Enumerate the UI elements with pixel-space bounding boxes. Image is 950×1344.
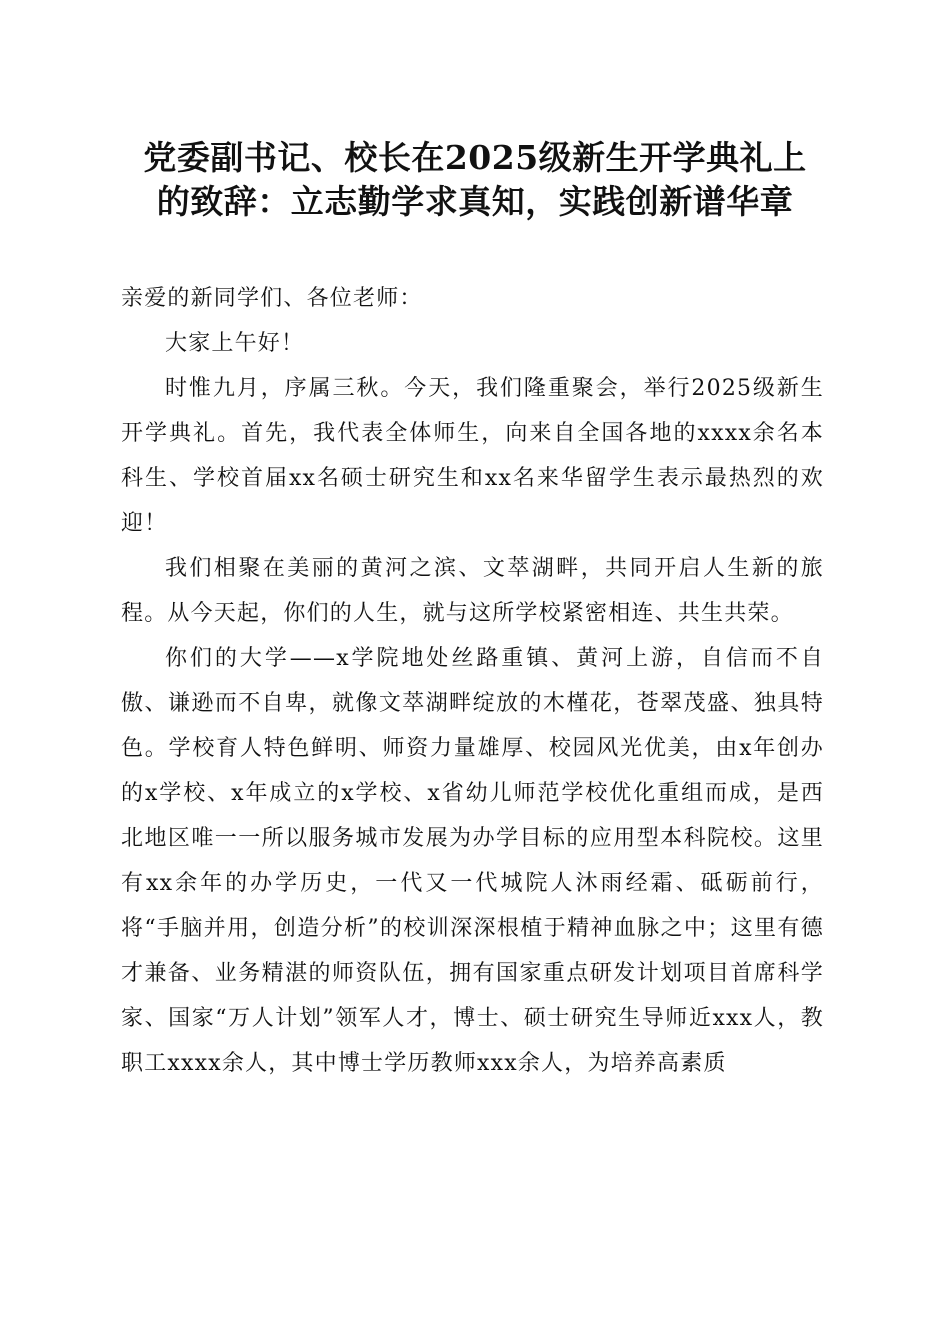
paragraph-welcome: 时惟九月，序属三秋。今天，我们隆重聚会，举行2025级新生开学典礼。首先，我代表全体师生，向来自全国各地的xxxx余名本科生、学校首届xx名硕士研究生和xx名来华留学生表示最热烈的欢迎！ bbox=[121, 376, 824, 536]
salutation: 亲爱的新同学们、各位老师： bbox=[121, 286, 423, 311]
document-title bbox=[110, 136, 840, 224]
title-line-1: 党委副书记、校长在2025级新生开学典礼上 bbox=[143, 138, 807, 177]
paragraph-journey: 我们相聚在美丽的黄河之滨、文萃湖畔，共同开启人生新的旅程。从今天起，你们的人生，就与这所学校紧密相连、共生共荣。 bbox=[121, 556, 824, 626]
paragraph-university: 你们的大学——x学院地处丝路重镇、黄河上游，自信而不自傲、谦逊而不自卑，就像文萃湖畔绽放的木槿花，苍翠茂盛、独具特色。学校育人特色鲜明、师资力量雄厚、校园风光优美，由x年创办的x学校、x年成立的x学校、x省幼儿师范学校优化重组而成，是西北地区唯一一所以服务城市发展为办学目标的应用型本科院校。这里有xx余年的办学历史，一代又一代城院人沐雨经霜、砥砺前行，将“手脑并用，创造分析”的校训深深根植于精神血脉之中；这里有德才兼备、业务精湛的师资队伍，拥有国家重点研发计划项目首席科学家、国家“万人计划”领军人才，博士、硕士研究生导师近xxx人，教职工xxxx余人，其中博士学历教师xxx余人，为培养高素质 bbox=[121, 646, 824, 1076]
title-line-2: 的致辞：立志勤学求真知，实践创新谱华章 bbox=[156, 182, 794, 221]
document-body bbox=[121, 276, 824, 1086]
paragraph-greeting: 大家上午好！ bbox=[165, 331, 305, 356]
